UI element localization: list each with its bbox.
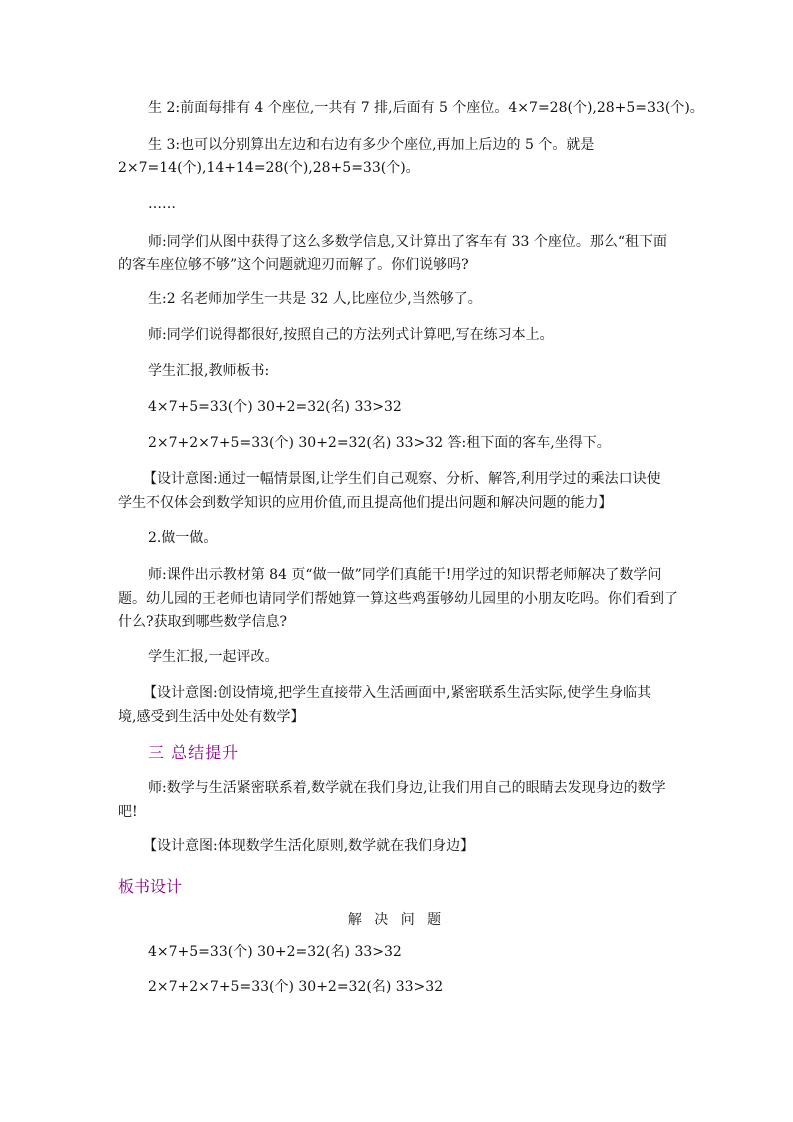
equation-1: 4×7+5=33(个) 30+2=32(名) 33>32 — [148, 399, 402, 415]
paragraph-report-2: 学生汇报,一起评改。 — [148, 649, 279, 665]
equation-2: 2×7+2×7+5=33(个) 30+2=32(名) 33>32 答:租下面的客车,坐得下。 — [148, 435, 611, 451]
paragraph-student2: 生 2:前面每排有 4 个座位,一共有 7 排,后面有 5 个座位。4×7=28(个),28+5=33(个)。 — [148, 100, 704, 116]
paragraph-student3-line1: 生 3:也可以分别算出左边和右边有多少个座位,再加上后边的 5 个。就是 — [148, 137, 595, 153]
paragraph-teacher1-line2: 的客车座位够不够”这个问题就迎刃而解了。你们说够吗? — [118, 257, 469, 273]
paragraph-teacher3-line2: 题。幼儿园的王老师也请同学们帮她算一算这些鸡蛋够幼儿园里的小朋友吃吗。你们看到了 — [118, 591, 678, 607]
paragraph-student-answer: 生:2 名老师加学生一共是 32 人,比座位少,当然够了。 — [148, 291, 482, 307]
board-equation-2: 2×7+2×7+5=33(个) 30+2=32(名) 33>32 — [148, 979, 444, 995]
ellipsis: …… — [148, 196, 176, 212]
design-note-1-line2: 学生不仅体会到数学知识的应用价值,而且提高他们提出问题和解决问题的能力】 — [118, 495, 613, 511]
board-title: 解 决 问 题 — [347, 912, 446, 928]
paragraph-teacher3-line1: 师:课件出示教材第 84 页“做一做”同学们真能干!用学过的知识帮老师解决了数学问 — [148, 567, 662, 583]
item-2-heading: 2.做一做。 — [148, 530, 218, 546]
paragraph-teacher3-line3: 什么?获取到哪些数学信息? — [118, 614, 288, 630]
section-3-heading: 三 总结提升 — [148, 743, 240, 762]
design-note-3: 【设计意图:体现数学生活化原则,数学就在我们身边】 — [143, 838, 475, 854]
paragraph-report: 学生汇报,教师板书: — [148, 363, 270, 379]
paragraph-teacher2: 师:同学们说得都很好,按照自己的方法列式计算吧,写在练习本上。 — [148, 327, 554, 343]
paragraph-teacher1-line1: 师:同学们从图中获得了这么多数学信息,又计算出了客车有 33 个座位。那么“租下面 — [148, 234, 668, 250]
paragraph-teacher4-line1: 师:数学与生活紧密联系着,数学就在我们身边,让我们用自己的眼睛去发现身边的数学 — [148, 780, 666, 796]
paragraph-student3-line2: 2×7=14(个),14+14=28(个),28+5=33(个)。 — [118, 160, 420, 176]
board-design-heading: 板书设计 — [118, 877, 183, 896]
design-note-1-line1: 【设计意图:通过一幅情景图,让学生们自己观察、分析、解答,利用学过的乘法口诀使 — [143, 471, 661, 487]
design-note-2-line2: 境,感受到生活中处处有数学】 — [118, 709, 305, 725]
design-note-2-line1: 【设计意图:创设情境,把学生直接带入生活画面中,紧密联系生活实际,使学生身临其 — [143, 685, 652, 701]
board-equation-1: 4×7+5=33(个) 30+2=32(名) 33>32 — [148, 944, 402, 960]
paragraph-teacher4-line2: 吧! — [118, 804, 138, 820]
